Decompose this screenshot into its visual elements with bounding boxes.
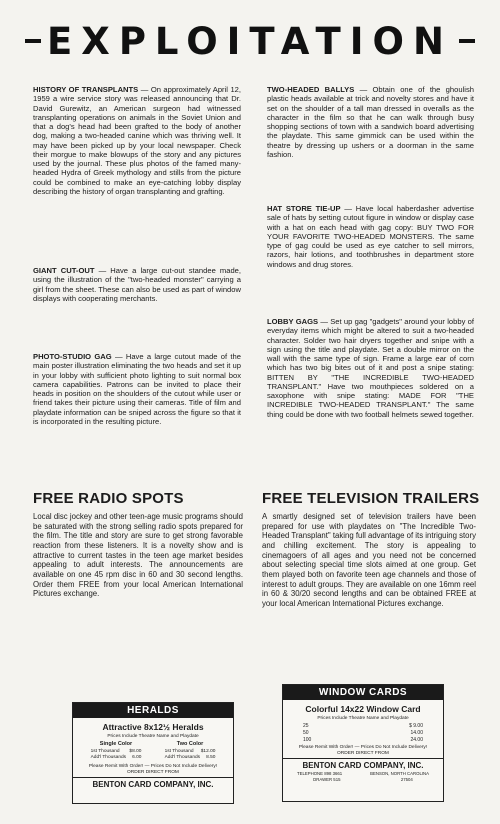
heralds-ad-subtitle: Attractive 8x12½ Heralds	[102, 722, 204, 732]
window-cards-ad	[282, 684, 444, 802]
page-title: EXPLOITATION	[47, 19, 453, 63]
vendor-city: BENSON, NORTH CAROLINA	[370, 771, 430, 777]
lobbygags-item	[267, 317, 474, 419]
vendor-pobox: DRAWER 515	[313, 777, 341, 783]
ballys-item	[267, 85, 474, 159]
price-label: 100	[303, 736, 312, 743]
history-heading: HISTORY OF TRANSPLANTS	[33, 85, 139, 94]
price-value: 14.00	[410, 729, 423, 736]
cutout-body: — Have a large cut-out standee made, using the illustration of the "two-headed monster" carrying a girl from the sheet. These can also be used as part of window displays with cooperating merchants.	[33, 266, 241, 303]
vendor-phone: TELEPHONE 898 3661	[296, 771, 343, 777]
heralds-remit-note: Please Remit With Order! — Prices Do Not Include Delivery!	[88, 764, 218, 770]
radio-body: Local disc jockey and other teen-age music programs should be saturated with the strong selling radio spots prepared for the film. The title and story are sure to get strong favorable reaction from these listeners. It is a novelty show and is attractive to current tastes in the teen age market besides appealing to adult interests. The announcements are available on one 45 rpm disc in 60 and 30 second lengths. Order them FREE from your local American International Pictures exchange.	[33, 512, 243, 599]
radio-heading: FREE RADIO SPOTS	[33, 490, 184, 507]
heralds-order-line: ORDER DIRECT FROM	[127, 770, 179, 776]
window-ad-note: Prices Include Theatre Name and Playdate	[317, 716, 409, 721]
single-color-heading: Single Color	[99, 741, 133, 747]
tv-body: A smartly designed set of television trailers have been prepared for use with playdates on "The Incredible Two-Headed Transplant" taking full advantage of its intriguing story and chilling excitement. The story is appealing to cinemagoers of all ages and you need not be concerned about selecting special time slots aimed at one group. Get them played both on favorite teen age channels and those of interest to adult groups. They are available on one 16mm reel in 60 & 30/20 second lengths and can be obtained FREE at your local American International Pictures exchange.	[262, 512, 476, 608]
price-row	[303, 730, 423, 737]
photostudio-item	[33, 352, 241, 426]
price-label: 50	[303, 729, 309, 736]
lobbygags-heading: LOBBY GAGS	[267, 317, 319, 326]
price-value: 6.00	[132, 755, 142, 761]
tv-heading: FREE TELEVISION TRAILERS	[262, 490, 480, 507]
ballys-heading: TWO-HEADED BALLYS	[267, 85, 355, 94]
window-remit-note: Please Remit With Order! — Prices Do Not Include Delivery!	[298, 745, 428, 751]
price-row	[303, 723, 423, 730]
heralds-ad	[72, 702, 234, 804]
heralds-vendor: BENTON CARD COMPANY, INC.	[73, 777, 233, 789]
cutout-heading: GIANT CUT-OUT	[33, 266, 95, 275]
price-label: 1st Thousand	[164, 748, 194, 754]
vendor-zip: 27504	[400, 777, 413, 783]
single-color-column	[91, 741, 142, 762]
window-order-line: ORDER DIRECT FROM	[337, 751, 389, 757]
price-label: 25	[303, 723, 309, 729]
history-body: — On approximately April 12, 1959 a wire service story was released announcing that Dr. David Gurewitz, an American surgeon had witnessed transplanting operations on animals in the Soviet Union and that a dog's head had been grafted to the body of another dog, making a two-headed canine which was thriving well. It may have been picked up by your local newspaper. Check their morgue to make blowups of the story and any pictures used by the journal. These plus photos of the famed many-headed Hydra of Greek mythology and stills from the picture could be combined to make an eye-catching lobby display describing the history of organ transplanting and grafting.	[33, 85, 241, 196]
hatstore-body: — Have local haberdasher advertise sale of hats by setting cutout figure in window or display case with a hat on each head with gag copy: BUY TWO FOR YOUR FAVORITE TWO-HEADED MONSTERS. The same type of gag could be used as eye catcher to sell mirrors, razors, hair lotions, and toothbrushes in department store windows and drug stores.	[267, 204, 474, 269]
banner-dash-right	[459, 39, 475, 43]
price-value: $12.00	[200, 748, 216, 754]
heralds-ad-title: HERALDS	[73, 703, 233, 718]
window-ad-title: WINDOW CARDS	[283, 685, 443, 700]
price-value: 8.50	[206, 755, 216, 761]
cutout-item	[33, 266, 241, 303]
price-value: 24.00	[410, 736, 423, 743]
vendor-address-line	[283, 771, 443, 776]
banner-dash-left	[25, 39, 41, 43]
page-banner	[14, 18, 486, 64]
hatstore-heading: HAT STORE TIE-UP	[267, 204, 341, 213]
price-row	[303, 737, 423, 744]
heralds-price-table	[79, 741, 227, 762]
history-item	[33, 85, 241, 196]
photostudio-body: — Have a large cutout made of the main poster illustration eliminating the two heads and set it up in your lobby with sufficient photo lighting to suit normal box camera capabilities. Patrons can be invited to place their heads in position on the shoulders of the cutout while user or friend takes their picture using their cameras. Title of film and playdate information can be sniped across the figure so that it is incorporated in the resulting picture.	[33, 352, 241, 426]
price-label: Add'l Thousands	[90, 755, 127, 761]
price-label: Add'l Thousands	[164, 755, 201, 761]
window-price-table	[303, 723, 423, 743]
price-label: 1st Thousand	[90, 748, 120, 754]
two-color-heading: Two Color	[176, 741, 204, 747]
window-vendor: BENTON CARD COMPANY, INC.	[283, 758, 443, 770]
heralds-ad-note: Prices Include Theatre Name and Playdate	[107, 734, 199, 739]
photostudio-heading: PHOTO-STUDIO GAG	[33, 352, 112, 361]
price-value: $ 9.00	[409, 723, 423, 729]
hatstore-item	[267, 204, 474, 269]
price-value: $8.00	[129, 748, 142, 754]
price-row	[165, 755, 216, 762]
price-row	[91, 755, 142, 762]
vendor-address-line	[283, 777, 443, 782]
lobbygags-body: — Set up gag "gadgets" around your lobby of everyday items which might be altered to suit a two-headed character. Solder two hair dryers together and snipe with a sign using the title and playdate. Set a double mirror on the wall with the same type of sign. Frame a large ear of corn which has two big bites out of it and post a snipe stating: BITTEN BY "THE INCREDIBLE TWO-HEADED TRANSPLANT." Have two mouthpieces soldered on a saxophone with snipe stating: MADE FOR "THE INCREDIBLE TWO-HEADED TRANSPLANT." The same thing could be done with two football helmets sewed together.	[267, 317, 474, 419]
two-color-column	[165, 741, 216, 762]
window-ad-subtitle: Colorful 14x22 Window Card	[305, 704, 421, 714]
ballys-body: — Obtain one of the ghoulish plastic heads available at trick and novelty stores and have it set on the shoulder of a tall man dressed in overalls as the character in the film so that he can walk through busy shopping sections of town with a sandwich board advertising the playdate. This same gimmick can be used within the theatre by dressing up ushers or a doorman in the same fashion.	[267, 85, 474, 159]
